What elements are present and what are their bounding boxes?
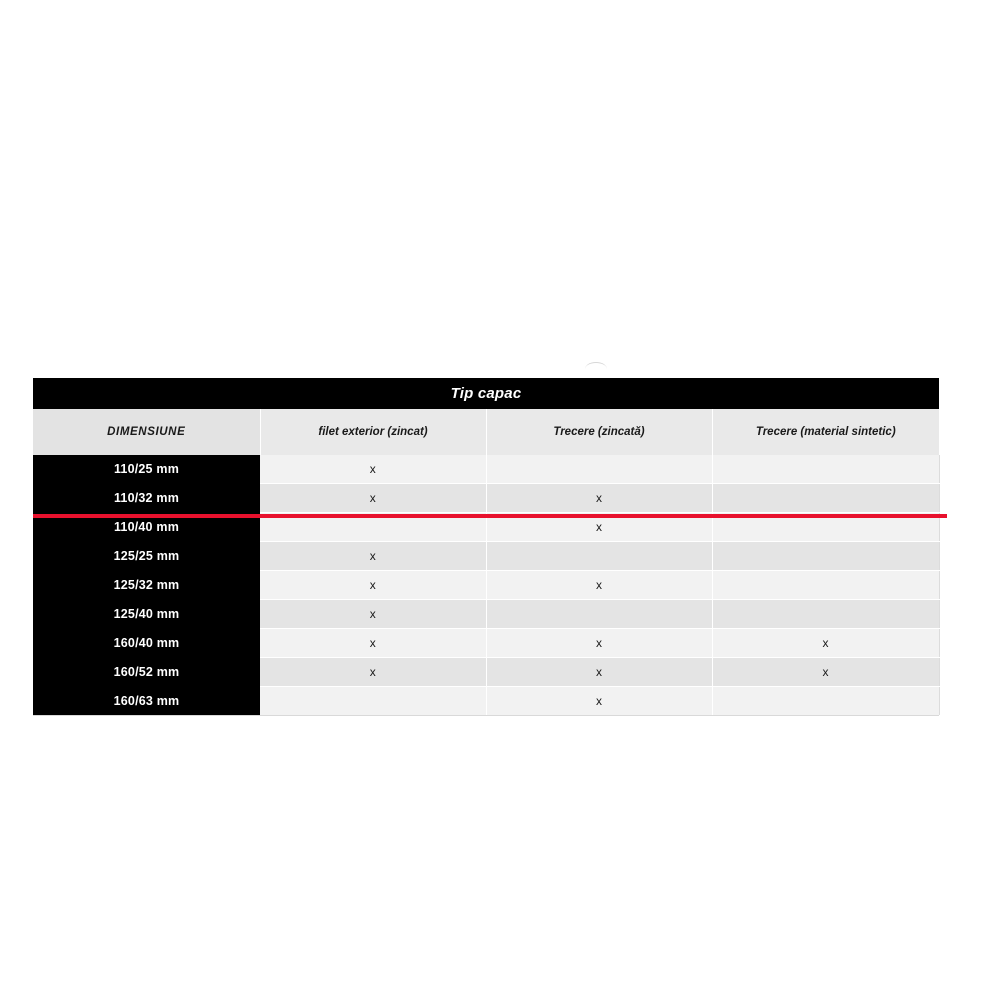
cell-filet-exterior: x [260, 658, 486, 687]
column-header-trecere-zincata: Trecere (zincată) [486, 409, 712, 455]
table-header-row [33, 409, 939, 455]
cell-trecere-zincata: x [486, 658, 712, 687]
cell-trecere-sintetic [712, 600, 939, 629]
row-size: 160/40 mm [33, 629, 260, 658]
cell-trecere-sintetic [712, 571, 939, 600]
cell-filet-exterior: x [260, 542, 486, 571]
cell-filet-exterior: x [260, 571, 486, 600]
table-title: Tip capac [33, 378, 939, 409]
table-row [33, 571, 939, 600]
column-header-trecere-sintetic: Trecere (material sintetic) [712, 409, 939, 455]
cell-trecere-zincata: x [486, 513, 712, 542]
table-row [33, 600, 939, 629]
cell-trecere-zincata [486, 542, 712, 571]
table-row [33, 484, 939, 513]
row-size: 125/32 mm [33, 571, 260, 600]
table-row [33, 542, 939, 571]
spec-table-container [33, 378, 939, 716]
row-size: 125/25 mm [33, 542, 260, 571]
cell-trecere-zincata: x [486, 571, 712, 600]
row-size: 160/63 mm [33, 687, 260, 716]
cell-trecere-zincata [486, 600, 712, 629]
spec-table [33, 378, 940, 716]
cell-trecere-zincata: x [486, 687, 712, 716]
cell-trecere-sintetic [712, 484, 939, 513]
cell-trecere-sintetic [712, 687, 939, 716]
cell-filet-exterior [260, 687, 486, 716]
row-size: 160/52 mm [33, 658, 260, 687]
row-size: 110/32 mm [33, 484, 260, 513]
red-divider-line [33, 514, 947, 518]
cell-filet-exterior: x [260, 629, 486, 658]
column-header-filet-exterior: filet exterior (zincat) [260, 409, 486, 455]
table-row [33, 687, 939, 716]
cell-filet-exterior: x [260, 455, 486, 484]
table-title-row [33, 378, 939, 409]
cell-filet-exterior: x [260, 600, 486, 629]
table-bottom-rule [33, 715, 939, 716]
cell-trecere-zincata [486, 455, 712, 484]
row-size: 125/40 mm [33, 600, 260, 629]
cell-trecere-zincata: x [486, 484, 712, 513]
cell-trecere-sintetic [712, 455, 939, 484]
cell-trecere-zincata: x [486, 629, 712, 658]
arc-artifact [585, 362, 607, 369]
row-size: 110/40 mm [33, 513, 260, 542]
table-row [33, 658, 939, 687]
column-header-dimension: DIMENSIUNE [33, 409, 260, 455]
cell-trecere-sintetic [712, 542, 939, 571]
table-row [33, 455, 939, 484]
table-row [33, 629, 939, 658]
cell-trecere-sintetic: x [712, 658, 939, 687]
row-size: 110/25 mm [33, 455, 260, 484]
cell-filet-exterior: x [260, 484, 486, 513]
cell-trecere-sintetic: x [712, 629, 939, 658]
